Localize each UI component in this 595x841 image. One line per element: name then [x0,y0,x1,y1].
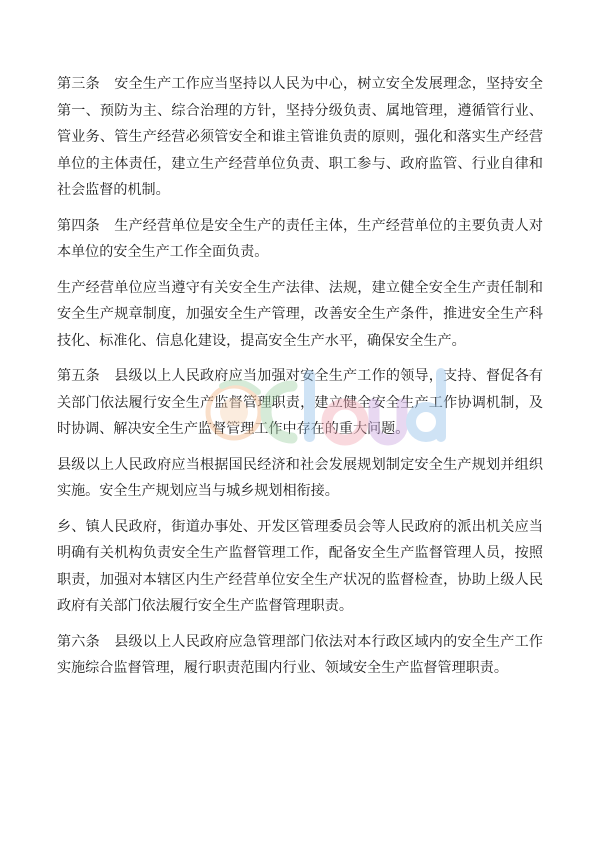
document-body [57,71,543,691]
article-5-paragraph: 第五条 县级以上人民政府应当加强对安全生产工作的领导，支持、督促各有关部门依法履行安全生产监督管理职责，建立健全安全生产工作协调机制，及时协调、解决安全生产监督管理工作中存在的重大问题。 [57,368,543,437]
article-5-clause-3-paragraph: 乡、镇人民政府，街道办事处、开发区管理委员会等人民政府的派出机关应当明确有关机构负责安全生产监督管理工作，配备安全生产监督管理人员，按照职责，加强对本辖区内生产经营单位安全生产状况的监督检查，协助上级人民政府有关部门依法履行安全生产监督管理职责。 [57,518,543,614]
article-4-paragraph: 第四条 生产经营单位是安全生产的责任主体，生产经营单位的主要负责人对本单位的安全生产工作全面负责。 [57,217,543,260]
article-3-paragraph: 第三条 安全生产工作应当坚持以人民为中心，树立安全发展理念，坚持安全第一、预防为主、综合治理的方针，坚持分级负责、属地管理，遵循管行业、管业务、管生产经营必须管安全和谁主管谁负责的原则，强化和落实生产经营单位的主体责任，建立生产经营单位负责、职工参与、政府监管、行业自律和社会监督的机制。 [57,76,543,198]
article-4-clause-2-paragraph: 生产经营单位应当遵守有关安全生产法律、法规，建立健全安全生产责任制和安全生产规章制度，加强安全生产管理，改善安全生产条件，推进安全生产科技化、标准化、信息化建设，提高安全生产水平，确保安全生产。 [57,279,543,349]
article-5-clause-2-paragraph: 县级以上人民政府应当根据国民经济和社会发展规划制定安全生产规划并组织实施。安全生产规划应当与城乡规划相衔接。 [57,456,543,499]
article-6-paragraph: 第六条 县级以上人民政府应急管理部门依法对本行政区域内的安全生产工作实施综合监督管理，履行职责范围内行业、领域安全生产监督管理职责。 [57,633,543,676]
